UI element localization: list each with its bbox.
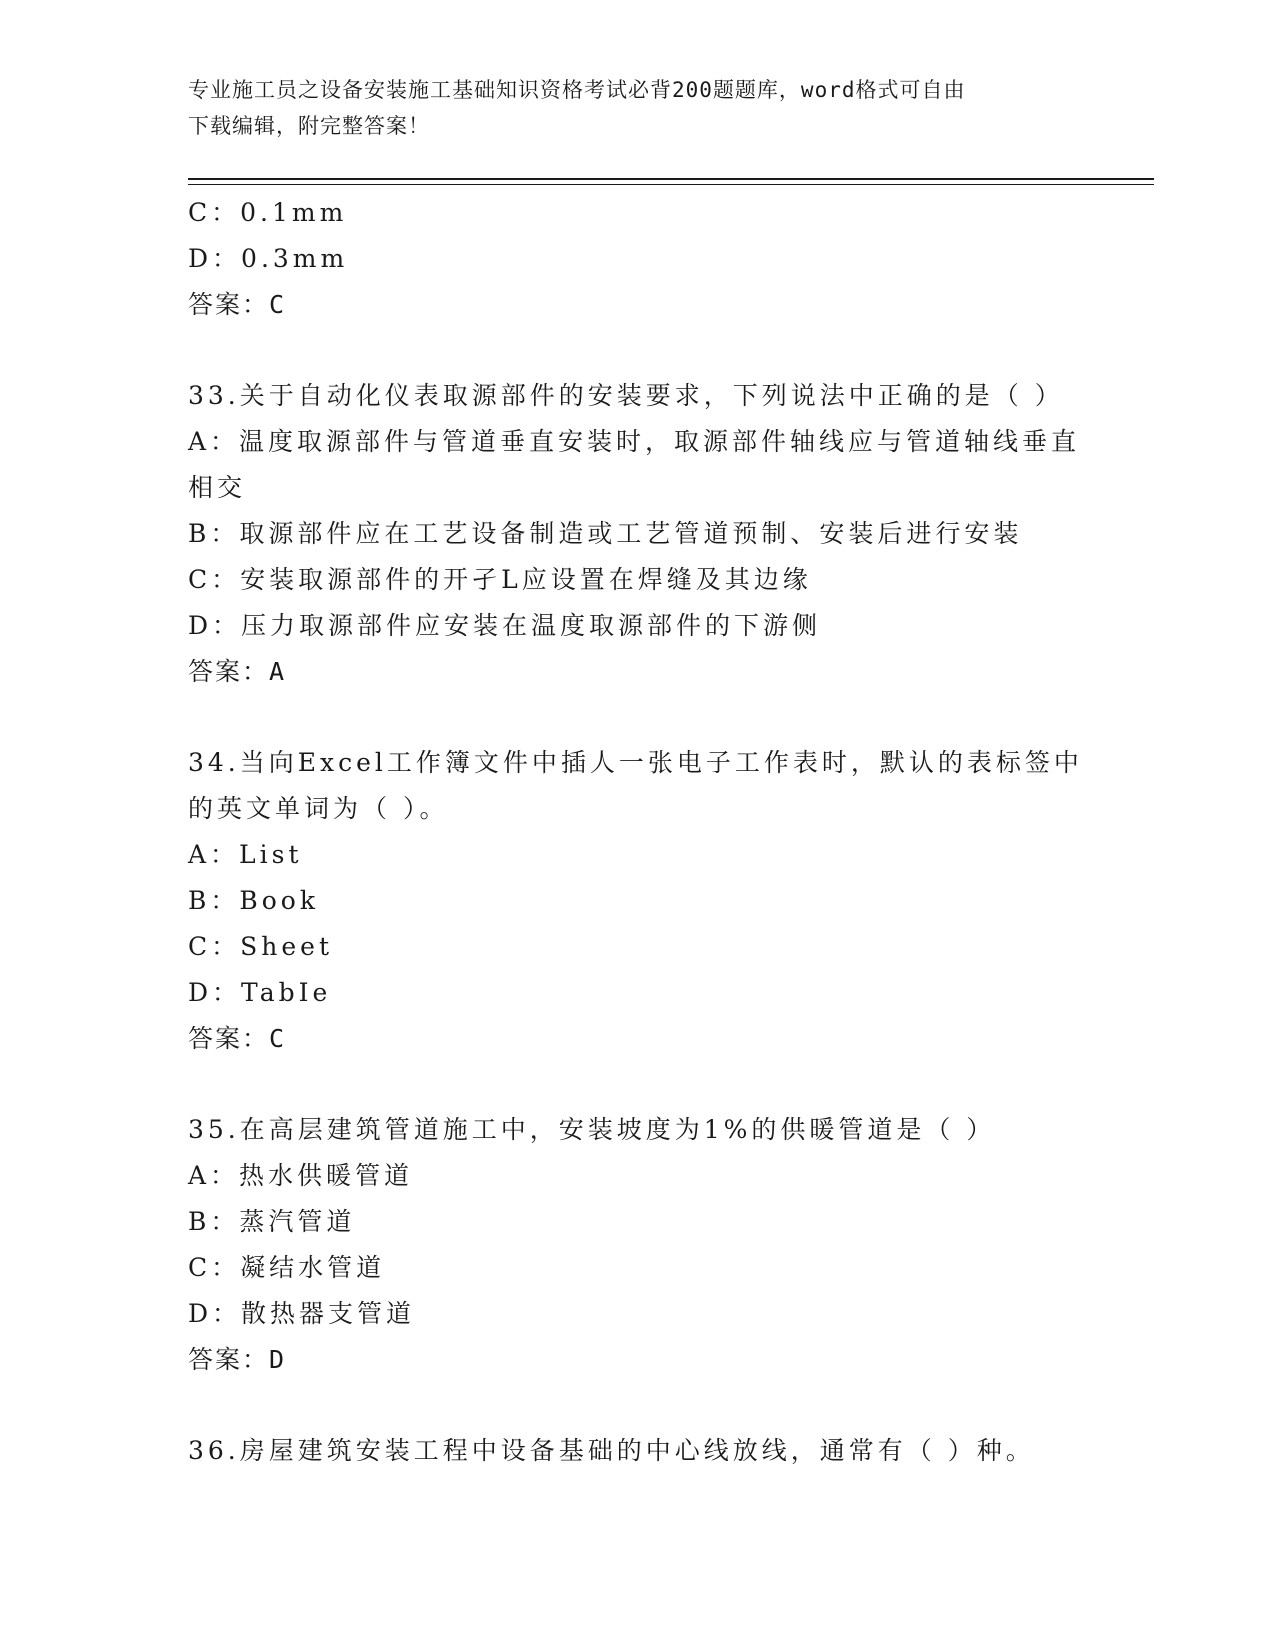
question-35 [188,1107,1088,1383]
spacer [188,1383,1088,1428]
option-c: C：0.1mm [188,198,348,227]
answer-line: 答案：C [188,290,287,319]
question-33 [188,373,1088,695]
option-d: D：散热器支管道 [188,1299,416,1328]
spacer [188,328,1088,373]
header-line-2: 下载编辑，附完整答案！ [188,114,430,138]
question-stem: 35.在高层建筑管道施工中，安装坡度为1%的供暖管道是（ ） [188,1115,996,1144]
question-content [188,190,1088,1474]
question-34 [188,740,1088,1062]
answer-line: 答案：A [188,657,287,686]
option-d: D：压力取源部件应安装在温度取源部件的下游侧 [188,611,822,640]
question-36 [188,1428,1088,1474]
option-a: A：List [188,840,303,869]
option-a: A：热水供暖管道 [188,1161,414,1190]
header-divider-thick [188,178,1154,180]
option-b: B：蒸汽管道 [188,1207,356,1236]
spacer [188,1062,1088,1107]
prev-question-block [188,190,1088,328]
header-divider-thin [188,184,1154,185]
header-line-1: 专业施工员之设备安装施工基础知识资格考试必背200题题库，word格式可自由 [188,78,966,102]
option-b: B：Book [188,886,319,915]
question-stem-continued: 的英文单词为（ ）。 [188,794,449,823]
answer-line: 答案：C [188,1024,287,1053]
option-d: D：0.3mm [188,244,349,273]
question-stem: 34.当向Excel工作簿文件中插人一张电子工作表时，默认的表标签中 [188,748,1083,777]
option-b: B：取源部件应在工艺设备制造或工艺管道预制、安装后进行安装 [188,519,1023,548]
question-stem: 33.关于自动化仪表取源部件的安装要求，下列说法中正确的是（ ） [188,381,1064,410]
question-stem: 36.房屋建筑安装工程中设备基础的中心线放线，通常有（ ）种。 [188,1436,1035,1465]
spacer [188,695,1088,740]
option-c: C：安装取源部件的开孑L应设置在焊缝及其边缘 [188,565,812,594]
option-c: C：Sheet [188,932,333,961]
answer-line: 答案：D [188,1345,287,1374]
option-d: D：TabIe [188,978,332,1007]
page-header [188,72,1088,144]
option-c: C：凝结水管道 [188,1253,386,1282]
option-a-continued: 相交 [188,473,247,502]
option-a: A：温度取源部件与管道垂直安装时，取源部件轴线应与管道轴线垂直 [188,427,1081,456]
